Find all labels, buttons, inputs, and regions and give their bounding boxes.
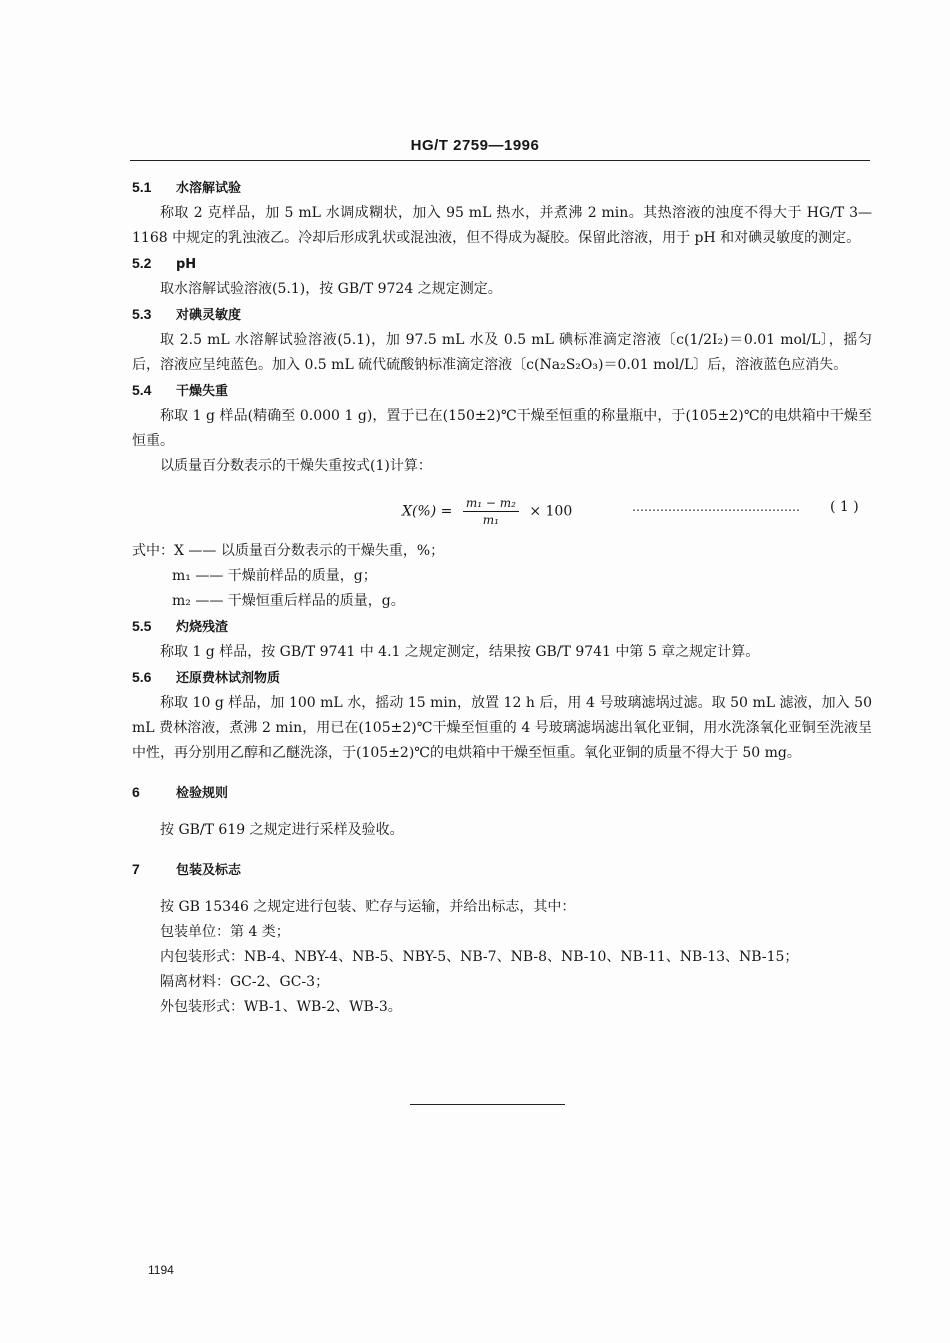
section-number: 5.2 bbox=[132, 255, 152, 271]
header-divider bbox=[130, 160, 870, 161]
section-number: 5.6 bbox=[132, 669, 152, 685]
fraction-denominator: m₁ bbox=[482, 513, 499, 527]
formula-where-m2: m₂ —— 干燥恒重后样品的质量，g。 bbox=[172, 593, 405, 609]
packaging-line: 按 GB 15346 之规定进行包装、贮存与运输，并给出标志，其中： bbox=[160, 899, 576, 915]
packaging-line: 包装单位：第 4 类； bbox=[160, 924, 290, 940]
section-heading-5-2 bbox=[132, 251, 872, 277]
section-title: 还原费林试剂物质 bbox=[176, 671, 281, 686]
formula-fraction bbox=[463, 495, 519, 528]
section-heading-5-3 bbox=[132, 302, 872, 328]
end-of-document-rule bbox=[410, 1104, 565, 1105]
paragraph: 称取 10 g 样品，加 100 mL 水，摇动 15 min，放置 12 h 后，用 4 号玻璃滤埚过滤。取 50 mL 滤液，加入 50 mL 费林溶液，煮沸 2 min，用已在(105±2)℃干燥至恒重的 4 号玻璃滤埚滤出氧化亚铜，用水洗涤氧化亚铜至洗液呈中性，再分别用乙醇和乙醚洗涤，于(105±2)℃的电烘箱中干燥至恒重。氧化亚铜的质量不得大于 50 mg。 bbox=[132, 695, 872, 761]
formula-1 bbox=[132, 487, 872, 531]
packaging-line: 内包装形式：NB-4、NBY-4、NB-5、NBY-5、NB-7、NB-8、NB-10、NB-11、NB-13、NB-15； bbox=[160, 949, 799, 965]
paragraph: 取水溶解试验溶液(5.1)，按 GB/T 9724 之规定测定。 bbox=[160, 281, 502, 297]
section-heading-7 bbox=[132, 857, 872, 883]
formula-where-intro: 式中：X —— 以质量百分数表示的干燥失重，%； bbox=[132, 543, 445, 559]
section-title: 干燥失重 bbox=[176, 384, 229, 399]
formula-where-m1: m₁ —— 干燥前样品的质量，g； bbox=[172, 568, 377, 584]
fraction-numerator: m₁ − m₂ bbox=[463, 495, 519, 512]
packaging-line: 外包装形式：WB-1、WB-2、WB-3。 bbox=[160, 999, 402, 1015]
section-heading-5-6 bbox=[132, 665, 872, 691]
section-heading-5-5 bbox=[132, 614, 872, 640]
leader-dots: …………………………………… bbox=[632, 500, 800, 514]
section-title: 检验规则 bbox=[176, 786, 229, 801]
spacer bbox=[132, 766, 872, 780]
paragraph: 称取 1 g 样品(精确至 0.000 1 g)，置于已在(150±2)℃干燥至恒重的称量瓶中，于(105±2)℃的电烘箱中干燥至恒重。 bbox=[132, 408, 872, 449]
page-number: 1194 bbox=[148, 1263, 174, 1277]
section-title: 包装及标志 bbox=[176, 863, 242, 878]
section-title: 灼烧残渣 bbox=[176, 620, 229, 635]
spacer bbox=[132, 843, 872, 857]
formula-lhs: X(%) = bbox=[402, 503, 453, 520]
section-title: pH bbox=[176, 257, 197, 272]
spacer bbox=[132, 806, 872, 818]
section-number: 5.5 bbox=[132, 618, 152, 634]
equation-number: ( 1 ) bbox=[830, 499, 859, 515]
section-number: 7 bbox=[132, 861, 140, 877]
paragraph: 称取 2 克样品，加 5 mL 水调成糊状，加入 95 mL 热水，并煮沸 2 min。其热溶液的浊度不得大于 HG/T 3—1168 中规定的乳浊液乙。冷却后形成乳状或混浊液，但不得成为凝胶。保留此溶液，用于 pH 和对碘灵敏度的测定。 bbox=[132, 205, 872, 246]
paragraph: 以质量百分数表示的干燥失重按式(1)计算： bbox=[160, 458, 432, 474]
section-title: 水溶解试验 bbox=[176, 181, 242, 196]
section-number: 5.1 bbox=[132, 179, 152, 195]
document-body bbox=[132, 175, 872, 1020]
section-heading-6 bbox=[132, 780, 872, 806]
spacer bbox=[132, 883, 872, 895]
paragraph: 按 GB/T 619 之规定进行采样及验收。 bbox=[160, 822, 404, 838]
section-heading-5-1 bbox=[132, 175, 872, 201]
paragraph: 称取 1 g 样品，按 GB/T 9741 中 4.1 之规定测定，结果按 GB/T 9741 中第 5 章之规定计算。 bbox=[160, 644, 760, 660]
packaging-line: 隔离材料：GC-2、GC-3； bbox=[160, 974, 330, 990]
section-number: 5.4 bbox=[132, 382, 152, 398]
section-title: 对碘灵敏度 bbox=[176, 308, 242, 323]
formula-multiplier: × 100 bbox=[529, 503, 573, 520]
formula-expression bbox=[402, 495, 572, 528]
section-number: 6 bbox=[132, 784, 140, 800]
section-heading-5-4 bbox=[132, 378, 872, 404]
section-number: 5.3 bbox=[132, 306, 152, 322]
page-header-standard-code: HG/T 2759—1996 bbox=[410, 137, 540, 154]
paragraph: 取 2.5 mL 水溶解试验溶液(5.1)，加 97.5 mL 水及 0.5 mL 碘标准滴定溶液〔c(1/2I₂)＝0.01 mol/L〕，摇匀后，溶液应呈纯蓝色。加入 0.5 mL 硫代硫酸钠标准滴定溶液〔c(Na₂S₂O₃)＝0.01 mol/L〕后，溶液蓝色应消失。 bbox=[132, 332, 872, 373]
